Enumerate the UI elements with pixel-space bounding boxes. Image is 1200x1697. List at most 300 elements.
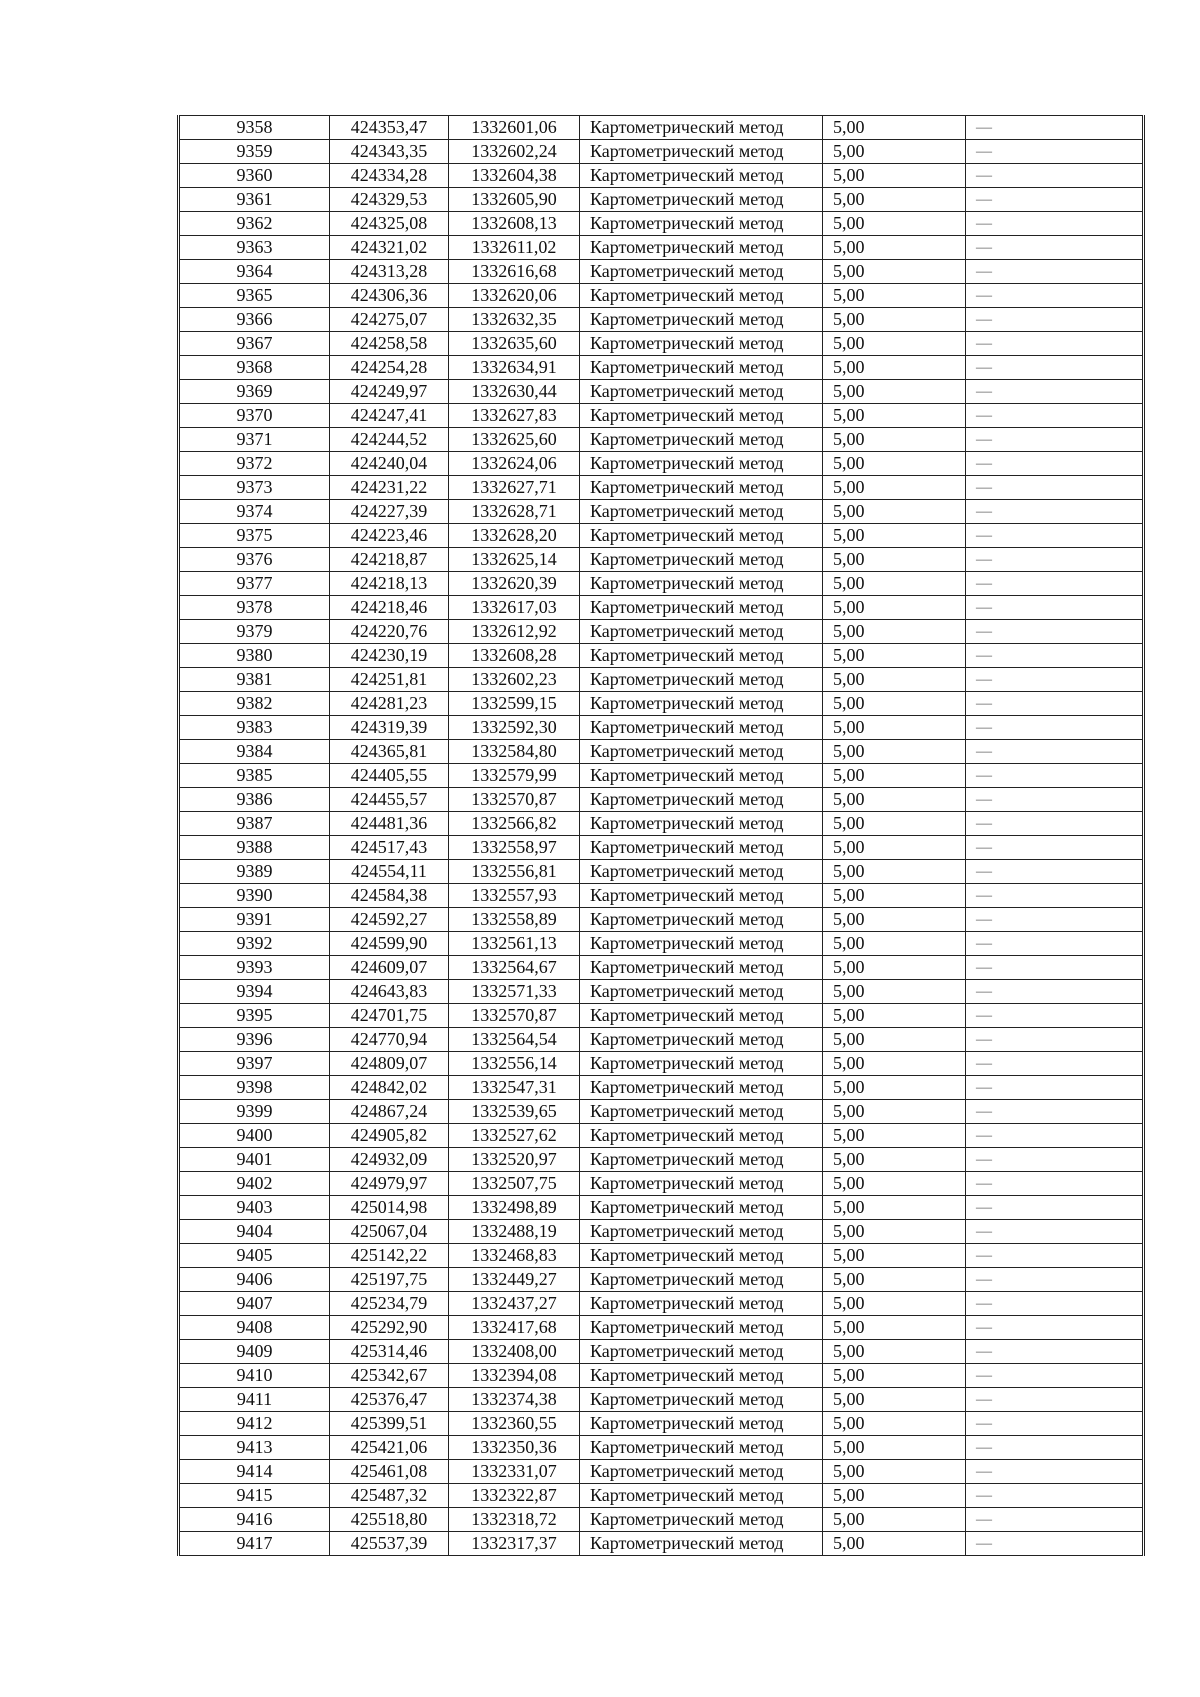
x-coordinate-cell: 425376,47 [330,1388,449,1412]
table-row [179,860,1144,884]
point-number-cell: 9408 [179,1316,330,1340]
description-cell: — [966,596,1144,620]
description-cell: — [966,1484,1144,1508]
point-number-cell: 9404 [179,1220,330,1244]
accuracy-cell: 5,00 [823,1316,966,1340]
x-coordinate-cell: 424254,28 [330,356,449,380]
description-cell: — [966,1028,1144,1052]
table-row [179,116,1144,140]
accuracy-cell: 5,00 [823,1220,966,1244]
description-cell: — [966,260,1144,284]
description-cell: — [966,308,1144,332]
description-cell: — [966,1268,1144,1292]
x-coordinate-cell: 424231,22 [330,476,449,500]
table-row [179,1028,1144,1052]
accuracy-cell: 5,00 [823,164,966,188]
point-number-cell: 9358 [179,116,330,140]
point-number-cell: 9384 [179,740,330,764]
y-coordinate-cell: 1332322,87 [449,1484,580,1508]
point-number-cell: 9382 [179,692,330,716]
method-cell: Картометрический метод [580,428,823,452]
accuracy-cell: 5,00 [823,1508,966,1532]
point-number-cell: 9401 [179,1148,330,1172]
x-coordinate-cell: 424343,35 [330,140,449,164]
method-cell: Картометрический метод [580,1220,823,1244]
table-row [179,212,1144,236]
method-cell: Картометрический метод [580,956,823,980]
y-coordinate-cell: 1332394,08 [449,1364,580,1388]
y-coordinate-cell: 1332599,15 [449,692,580,716]
point-number-cell: 9411 [179,1388,330,1412]
table-row [179,668,1144,692]
accuracy-cell: 5,00 [823,284,966,308]
accuracy-cell: 5,00 [823,1148,966,1172]
method-cell: Картометрический метод [580,452,823,476]
point-number-cell: 9369 [179,380,330,404]
description-cell: — [966,1076,1144,1100]
accuracy-cell: 5,00 [823,452,966,476]
point-number-cell: 9371 [179,428,330,452]
point-number-cell: 9379 [179,620,330,644]
method-cell: Картометрический метод [580,1508,823,1532]
y-coordinate-cell: 1332630,44 [449,380,580,404]
accuracy-cell: 5,00 [823,596,966,620]
accuracy-cell: 5,00 [823,1244,966,1268]
accuracy-cell: 5,00 [823,404,966,428]
accuracy-cell: 5,00 [823,1004,966,1028]
table-row [179,1532,1144,1556]
description-cell: — [966,1316,1144,1340]
description-cell: — [966,956,1144,980]
description-cell: — [966,836,1144,860]
point-number-cell: 9376 [179,548,330,572]
x-coordinate-cell: 425461,08 [330,1460,449,1484]
x-coordinate-cell: 424240,04 [330,452,449,476]
table-row [179,1100,1144,1124]
accuracy-cell: 5,00 [823,620,966,644]
description-cell: — [966,188,1144,212]
method-cell: Картометрический метод [580,644,823,668]
y-coordinate-cell: 1332611,02 [449,236,580,260]
point-number-cell: 9372 [179,452,330,476]
table-row [179,1388,1144,1412]
point-number-cell: 9378 [179,596,330,620]
point-number-cell: 9385 [179,764,330,788]
accuracy-cell: 5,00 [823,1388,966,1412]
description-cell: — [966,1364,1144,1388]
y-coordinate-cell: 1332627,71 [449,476,580,500]
y-coordinate-cell: 1332592,30 [449,716,580,740]
point-number-cell: 9373 [179,476,330,500]
accuracy-cell: 5,00 [823,1484,966,1508]
table-row [179,380,1144,404]
x-coordinate-cell: 424405,55 [330,764,449,788]
method-cell: Картометрический метод [580,1412,823,1436]
method-cell: Картометрический метод [580,404,823,428]
method-cell: Картометрический метод [580,548,823,572]
accuracy-cell: 5,00 [823,692,966,716]
accuracy-cell: 5,00 [823,1052,966,1076]
method-cell: Картометрический метод [580,1532,823,1556]
method-cell: Картометрический метод [580,380,823,404]
description-cell: — [966,500,1144,524]
y-coordinate-cell: 1332374,38 [449,1388,580,1412]
table-row [179,692,1144,716]
x-coordinate-cell: 424218,46 [330,596,449,620]
accuracy-cell: 5,00 [823,1196,966,1220]
y-coordinate-cell: 1332331,07 [449,1460,580,1484]
accuracy-cell: 5,00 [823,1532,966,1556]
method-cell: Картометрический метод [580,572,823,596]
coordinates-table-body [179,116,1144,1556]
x-coordinate-cell: 425487,32 [330,1484,449,1508]
accuracy-cell: 5,00 [823,1460,966,1484]
y-coordinate-cell: 1332547,31 [449,1076,580,1100]
x-coordinate-cell: 424979,97 [330,1172,449,1196]
accuracy-cell: 5,00 [823,980,966,1004]
description-cell: — [966,980,1144,1004]
accuracy-cell: 5,00 [823,332,966,356]
x-coordinate-cell: 424218,87 [330,548,449,572]
x-coordinate-cell: 425014,98 [330,1196,449,1220]
table-row [179,476,1144,500]
y-coordinate-cell: 1332449,27 [449,1268,580,1292]
method-cell: Картометрический метод [580,1028,823,1052]
description-cell: — [966,644,1144,668]
method-cell: Картометрический метод [580,884,823,908]
point-number-cell: 9368 [179,356,330,380]
description-cell: — [966,1460,1144,1484]
method-cell: Картометрический метод [580,908,823,932]
x-coordinate-cell: 424249,97 [330,380,449,404]
point-number-cell: 9364 [179,260,330,284]
y-coordinate-cell: 1332561,13 [449,932,580,956]
accuracy-cell: 5,00 [823,356,966,380]
description-cell: — [966,140,1144,164]
x-coordinate-cell: 424227,39 [330,500,449,524]
accuracy-cell: 5,00 [823,668,966,692]
accuracy-cell: 5,00 [823,788,966,812]
point-number-cell: 9399 [179,1100,330,1124]
point-number-cell: 9377 [179,572,330,596]
table-row [179,1412,1144,1436]
point-number-cell: 9361 [179,188,330,212]
x-coordinate-cell: 425292,90 [330,1316,449,1340]
point-number-cell: 9388 [179,836,330,860]
x-coordinate-cell: 424306,36 [330,284,449,308]
table-row [179,1484,1144,1508]
point-number-cell: 9396 [179,1028,330,1052]
accuracy-cell: 5,00 [823,1172,966,1196]
table-row [179,1196,1144,1220]
x-coordinate-cell: 425234,79 [330,1292,449,1316]
table-row [179,236,1144,260]
y-coordinate-cell: 1332635,60 [449,332,580,356]
method-cell: Картометрический метод [580,476,823,500]
description-cell: — [966,452,1144,476]
table-row [179,1508,1144,1532]
point-number-cell: 9395 [179,1004,330,1028]
table-row [179,836,1144,860]
x-coordinate-cell: 424609,07 [330,956,449,980]
point-number-cell: 9389 [179,860,330,884]
description-cell: — [966,1172,1144,1196]
description-cell: — [966,1220,1144,1244]
table-row [179,932,1144,956]
table-row [179,428,1144,452]
table-row [179,1220,1144,1244]
description-cell: — [966,1148,1144,1172]
method-cell: Картометрический метод [580,284,823,308]
y-coordinate-cell: 1332620,06 [449,284,580,308]
accuracy-cell: 5,00 [823,1292,966,1316]
y-coordinate-cell: 1332564,54 [449,1028,580,1052]
x-coordinate-cell: 425314,46 [330,1340,449,1364]
method-cell: Картометрический метод [580,788,823,812]
method-cell: Картометрический метод [580,1004,823,1028]
point-number-cell: 9417 [179,1532,330,1556]
method-cell: Картометрический метод [580,236,823,260]
method-cell: Картометрический метод [580,1484,823,1508]
x-coordinate-cell: 424701,75 [330,1004,449,1028]
method-cell: Картометрический метод [580,620,823,644]
y-coordinate-cell: 1332601,06 [449,116,580,140]
x-coordinate-cell: 424244,52 [330,428,449,452]
point-number-cell: 9405 [179,1244,330,1268]
accuracy-cell: 5,00 [823,764,966,788]
description-cell: — [966,1244,1144,1268]
x-coordinate-cell: 424809,07 [330,1052,449,1076]
point-number-cell: 9366 [179,308,330,332]
x-coordinate-cell: 425537,39 [330,1532,449,1556]
x-coordinate-cell: 424247,41 [330,404,449,428]
y-coordinate-cell: 1332616,68 [449,260,580,284]
x-coordinate-cell: 424223,46 [330,524,449,548]
description-cell: — [966,620,1144,644]
method-cell: Картометрический метод [580,212,823,236]
accuracy-cell: 5,00 [823,476,966,500]
method-cell: Картометрический метод [580,188,823,212]
x-coordinate-cell: 424932,09 [330,1148,449,1172]
y-coordinate-cell: 1332620,39 [449,572,580,596]
accuracy-cell: 5,00 [823,260,966,284]
y-coordinate-cell: 1332564,67 [449,956,580,980]
y-coordinate-cell: 1332584,80 [449,740,580,764]
y-coordinate-cell: 1332602,23 [449,668,580,692]
y-coordinate-cell: 1332579,99 [449,764,580,788]
table-row [179,356,1144,380]
accuracy-cell: 5,00 [823,428,966,452]
table-row [179,1148,1144,1172]
y-coordinate-cell: 1332520,97 [449,1148,580,1172]
description-cell: — [966,1100,1144,1124]
description-cell: — [966,884,1144,908]
accuracy-cell: 5,00 [823,716,966,740]
table-row [179,812,1144,836]
method-cell: Картометрический метод [580,1388,823,1412]
description-cell: — [966,404,1144,428]
y-coordinate-cell: 1332632,35 [449,308,580,332]
point-number-cell: 9359 [179,140,330,164]
table-row [179,1436,1144,1460]
accuracy-cell: 5,00 [823,500,966,524]
accuracy-cell: 5,00 [823,116,966,140]
point-number-cell: 9360 [179,164,330,188]
x-coordinate-cell: 424258,58 [330,332,449,356]
accuracy-cell: 5,00 [823,860,966,884]
accuracy-cell: 5,00 [823,188,966,212]
accuracy-cell: 5,00 [823,140,966,164]
point-number-cell: 9374 [179,500,330,524]
coordinates-table [177,115,1145,1556]
description-cell: — [966,236,1144,260]
x-coordinate-cell: 424554,11 [330,860,449,884]
method-cell: Картометрический метод [580,932,823,956]
x-coordinate-cell: 424325,08 [330,212,449,236]
x-coordinate-cell: 424329,53 [330,188,449,212]
point-number-cell: 9400 [179,1124,330,1148]
table-row [179,596,1144,620]
table-row [179,1004,1144,1028]
method-cell: Картометрический метод [580,692,823,716]
point-number-cell: 9392 [179,932,330,956]
y-coordinate-cell: 1332604,38 [449,164,580,188]
x-coordinate-cell: 424584,38 [330,884,449,908]
accuracy-cell: 5,00 [823,1340,966,1364]
point-number-cell: 9381 [179,668,330,692]
accuracy-cell: 5,00 [823,572,966,596]
y-coordinate-cell: 1332558,89 [449,908,580,932]
description-cell: — [966,860,1144,884]
y-coordinate-cell: 1332468,83 [449,1244,580,1268]
description-cell: — [966,1412,1144,1436]
table-row [179,1292,1144,1316]
table-row [179,188,1144,212]
y-coordinate-cell: 1332612,92 [449,620,580,644]
accuracy-cell: 5,00 [823,548,966,572]
point-number-cell: 9414 [179,1460,330,1484]
method-cell: Картометрический метод [580,140,823,164]
point-number-cell: 9390 [179,884,330,908]
point-number-cell: 9386 [179,788,330,812]
accuracy-cell: 5,00 [823,236,966,260]
description-cell: — [966,1292,1144,1316]
table-row [179,644,1144,668]
y-coordinate-cell: 1332498,89 [449,1196,580,1220]
y-coordinate-cell: 1332556,14 [449,1052,580,1076]
table-row [179,284,1144,308]
y-coordinate-cell: 1332539,65 [449,1100,580,1124]
y-coordinate-cell: 1332408,00 [449,1340,580,1364]
method-cell: Картометрический метод [580,1340,823,1364]
point-number-cell: 9367 [179,332,330,356]
y-coordinate-cell: 1332628,20 [449,524,580,548]
description-cell: — [966,524,1144,548]
description-cell: — [966,212,1144,236]
x-coordinate-cell: 424251,81 [330,668,449,692]
x-coordinate-cell: 424319,39 [330,716,449,740]
table-row [179,1052,1144,1076]
description-cell: — [966,692,1144,716]
x-coordinate-cell: 424592,27 [330,908,449,932]
table-row [179,332,1144,356]
point-number-cell: 9416 [179,1508,330,1532]
method-cell: Картометрический метод [580,1052,823,1076]
method-cell: Картометрический метод [580,356,823,380]
point-number-cell: 9402 [179,1172,330,1196]
table-row [179,1316,1144,1340]
method-cell: Картометрический метод [580,668,823,692]
description-cell: — [966,788,1144,812]
y-coordinate-cell: 1332625,60 [449,428,580,452]
table-row [179,1268,1144,1292]
point-number-cell: 9409 [179,1340,330,1364]
x-coordinate-cell: 424517,43 [330,836,449,860]
method-cell: Картометрический метод [580,332,823,356]
point-number-cell: 9380 [179,644,330,668]
method-cell: Картометрический метод [580,1148,823,1172]
method-cell: Картометрический метод [580,1460,823,1484]
table-row [179,1364,1144,1388]
description-cell: — [966,1508,1144,1532]
accuracy-cell: 5,00 [823,740,966,764]
method-cell: Картометрический метод [580,1436,823,1460]
y-coordinate-cell: 1332507,75 [449,1172,580,1196]
method-cell: Картометрический метод [580,1076,823,1100]
point-number-cell: 9407 [179,1292,330,1316]
accuracy-cell: 5,00 [823,956,966,980]
point-number-cell: 9413 [179,1436,330,1460]
x-coordinate-cell: 425518,80 [330,1508,449,1532]
description-cell: — [966,332,1144,356]
table-row [179,908,1144,932]
description-cell: — [966,476,1144,500]
table-row [179,956,1144,980]
table-row [179,716,1144,740]
point-number-cell: 9383 [179,716,330,740]
table-row [179,1244,1144,1268]
x-coordinate-cell: 424455,57 [330,788,449,812]
y-coordinate-cell: 1332527,62 [449,1124,580,1148]
description-cell: — [966,1004,1144,1028]
y-coordinate-cell: 1332350,36 [449,1436,580,1460]
method-cell: Картометрический метод [580,1292,823,1316]
y-coordinate-cell: 1332608,13 [449,212,580,236]
description-cell: — [966,932,1144,956]
table-row [179,1172,1144,1196]
description-cell: — [966,284,1144,308]
point-number-cell: 9415 [179,1484,330,1508]
method-cell: Картометрический метод [580,716,823,740]
method-cell: Картометрический метод [580,164,823,188]
accuracy-cell: 5,00 [823,908,966,932]
table-row [179,452,1144,476]
point-number-cell: 9403 [179,1196,330,1220]
accuracy-cell: 5,00 [823,932,966,956]
description-cell: — [966,572,1144,596]
description-cell: — [966,764,1144,788]
point-number-cell: 9363 [179,236,330,260]
method-cell: Картометрический метод [580,740,823,764]
y-coordinate-cell: 1332556,81 [449,860,580,884]
description-cell: — [966,1124,1144,1148]
description-cell: — [966,428,1144,452]
y-coordinate-cell: 1332617,03 [449,596,580,620]
method-cell: Картометрический метод [580,596,823,620]
x-coordinate-cell: 424281,23 [330,692,449,716]
x-coordinate-cell: 425421,06 [330,1436,449,1460]
description-cell: — [966,740,1144,764]
